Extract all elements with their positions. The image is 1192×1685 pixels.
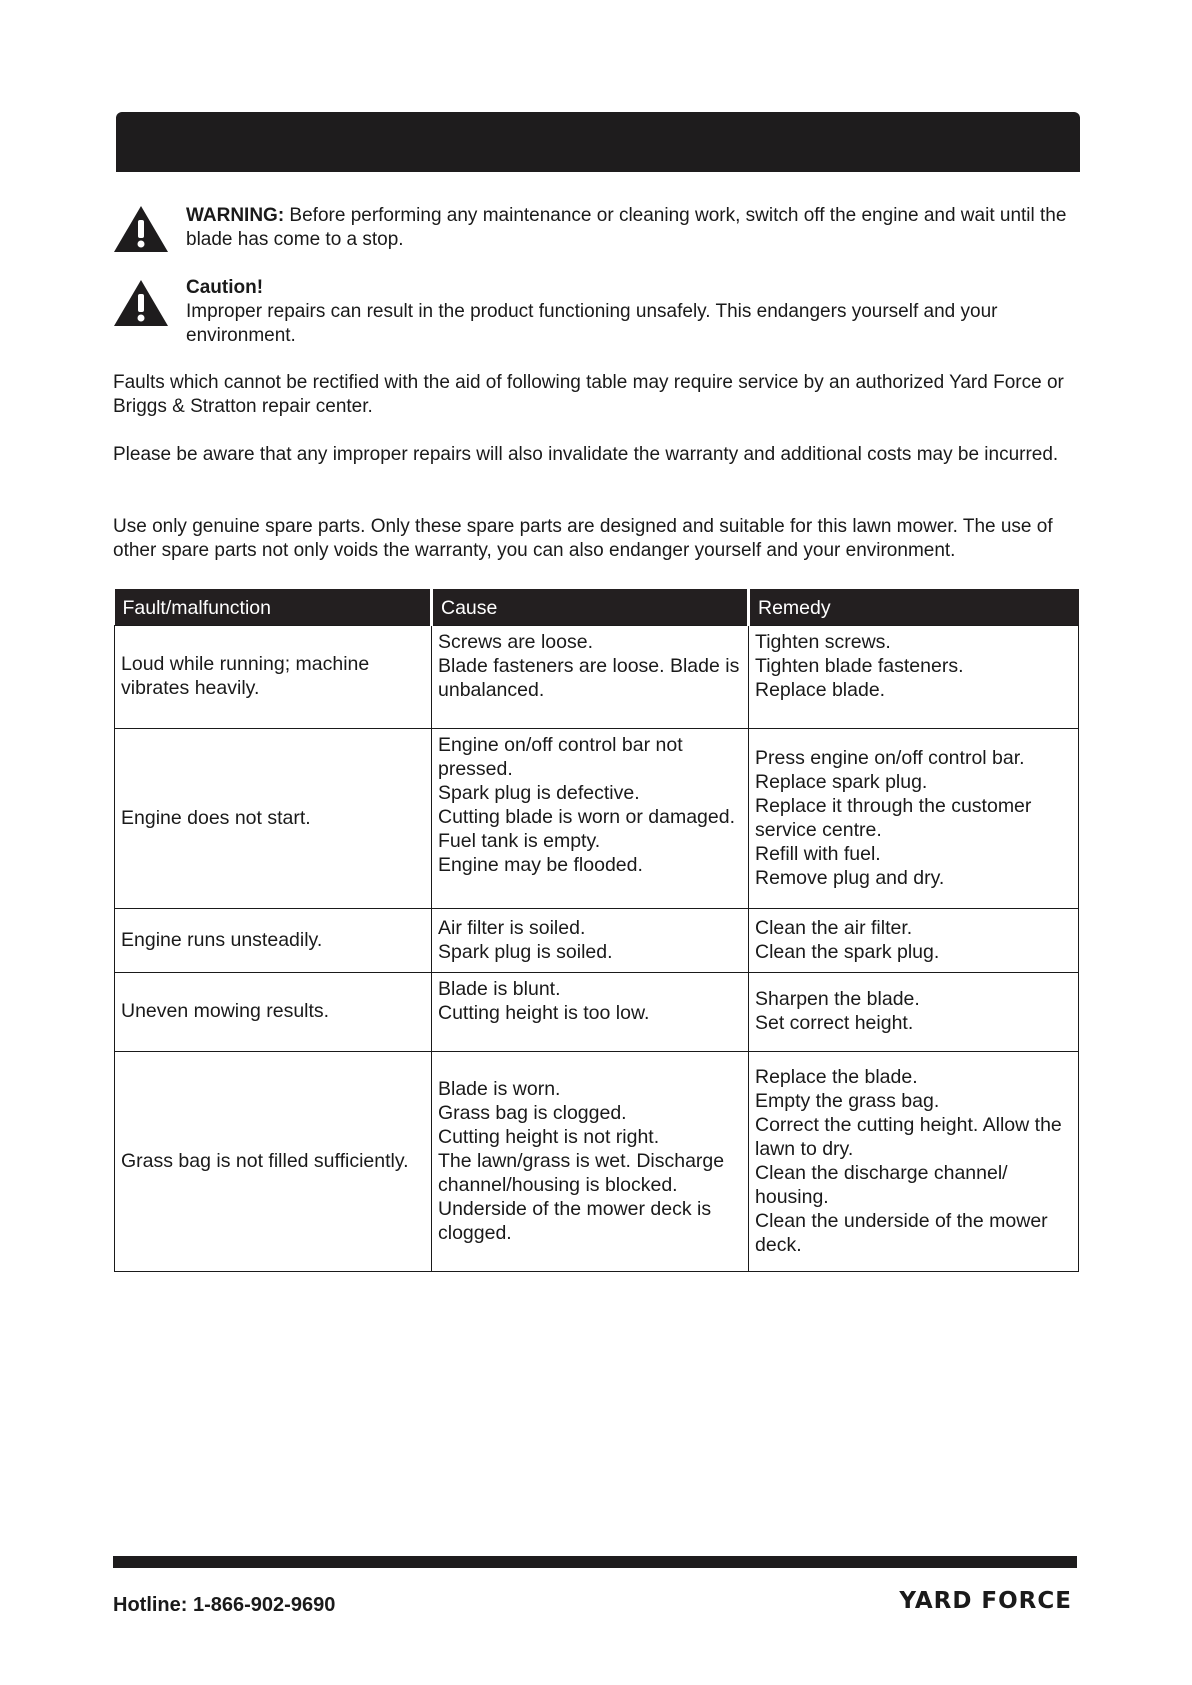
hotline-text: Hotline: 1-866-902-9690 [113, 1594, 336, 1616]
brand-logo: YARD FORCE [899, 1588, 1072, 1614]
fault-cell [115, 729, 432, 909]
cause-cell [432, 626, 749, 729]
warranty-paragraph: Please be aware that any improper repairs will also invalidate the warranty and additional costs may be incurred. [113, 444, 1059, 465]
fault-cell [115, 1052, 432, 1272]
header-fault: Fault/malfunction [115, 589, 432, 626]
service-paragraph: Faults which cannot be rectified with the aid of following table may require service by an authorized Yard Force or Briggs & Stratton repair center. [113, 372, 1064, 417]
fault-text: Engine does not start. [121, 806, 311, 829]
table-row [115, 626, 1079, 729]
warning-text [186, 204, 1076, 252]
cause-text: Blade is worn. Grass bag is clogged. Cutting height is not right. The lawn/grass is wet. Discharge channel/housing is blocked. Underside of the mower deck is clogged. [438, 1077, 725, 1244]
caution-body: Improper repairs can result in the product functioning unsafely. This endangers yourself and your environment. [186, 301, 998, 346]
troubleshooting-table [114, 589, 1079, 1272]
caution-label: Caution! [186, 277, 264, 298]
remedy-text: Clean the air filter. Clean the spark plug. [755, 916, 940, 963]
cause-cell [432, 729, 749, 909]
remedy-text: Replace the blade. Empty the grass bag. Correct the cutting height. Allow the lawn to dry. Clean the discharge channel/ housing. Clean the underside of the mower deck. [755, 1065, 1062, 1256]
fault-text: Loud while running; machine vibrates heavily. [121, 653, 370, 699]
caution-notice [112, 276, 1072, 346]
table-header-row [115, 589, 1079, 626]
cause-text: Blade is blunt. Cutting height is too low. [438, 978, 650, 1024]
remedy-cell [749, 1052, 1079, 1272]
spare-parts-paragraph: Use only genuine spare parts. Only these spare parts are designed and suitable for this lawn mower. The use of other spare parts not only voids the warranty, you can also endanger yourself and your environment. [113, 516, 1053, 561]
fault-cell [115, 626, 432, 729]
table-row [115, 909, 1079, 973]
footer-rule [113, 1556, 1077, 1568]
fault-text: Uneven mowing results. [121, 1000, 330, 1022]
remedy-text: Sharpen the blade. Set correct height. [755, 988, 920, 1034]
header-cause: Cause [432, 589, 749, 626]
warning-notice [112, 204, 1072, 264]
remedy-cell [749, 909, 1079, 973]
header-remedy: Remedy [749, 589, 1079, 626]
caution-text [186, 276, 1076, 348]
section-header-bar [116, 112, 1080, 172]
remedy-cell [749, 973, 1079, 1052]
cause-cell [432, 973, 749, 1052]
warning-body: Before performing any maintenance or cleaning work, switch off the engine and wait until the blade has come to a stop. [186, 205, 1067, 250]
cause-cell [432, 909, 749, 973]
fault-text: Grass bag is not filled sufficiently. [121, 1149, 409, 1172]
cause-text: Air filter is soiled. Spark plug is soiled. [438, 916, 613, 963]
fault-cell [115, 909, 432, 973]
table-row [115, 729, 1079, 909]
remedy-text: Press engine on/off control bar. Replace spark plug. Replace it through the customer service centre. Refill with fuel. Remove plug and dry. [755, 746, 1032, 889]
warning-label: WARNING: [186, 205, 285, 226]
table-row [115, 1052, 1079, 1272]
table-row [115, 973, 1079, 1052]
cause-cell [432, 1052, 749, 1272]
fault-cell [115, 973, 432, 1052]
cause-text: Engine on/off control bar not pressed. Spark plug is defective. Cutting blade is worn or damaged. Fuel tank is empty. Engine may be flooded. [438, 734, 736, 876]
warning-triangle-icon [112, 204, 170, 254]
fault-text: Engine runs unsteadily. [121, 928, 323, 951]
remedy-text: Tighten screws. Tighten blade fasteners. Replace blade. [755, 631, 964, 701]
remedy-cell [749, 626, 1079, 729]
warning-triangle-icon [112, 278, 170, 328]
cause-text: Screws are loose. Blade fasteners are loose. Blade is unbalanced. [438, 631, 740, 701]
remedy-cell [749, 729, 1079, 909]
